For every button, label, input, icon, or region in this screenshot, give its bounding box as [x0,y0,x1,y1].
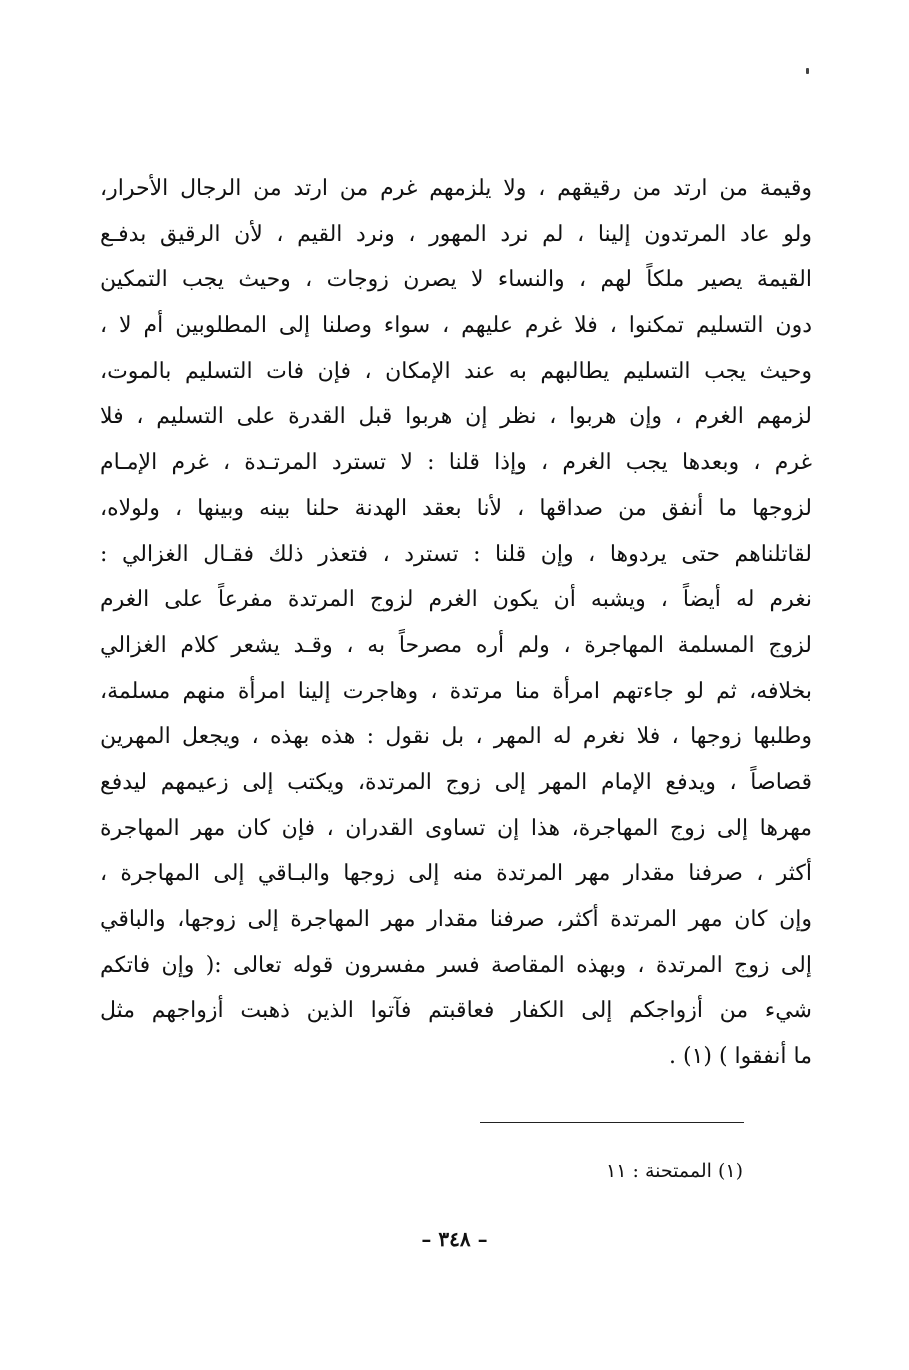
text-line: وحيث يجب التسليم يطالبهم به عند الإمكان ، فإن فات التسليم بالموت، [100,358,812,384]
text-line: مهرها إلى زوج المهاجرة، هذا إن تساوى القدران ، فإن كان مهر المهاجرة [100,815,812,841]
text-line: قصاصاً ، ويدفع الإمام المهر إلى زوج المرتدة، ويكتب إلى زعيمهم ليدفع [100,769,812,795]
text-line: نغرم له أيضاً ، ويشبه أن يكون الغرم لزوج المرتدة مفرعاً على الغرم [100,587,812,613]
page-number: – ٣٤٨ – [421,1227,488,1251]
text-line: لزوج المسلمة المهاجرة ، ولم أره مصرحاً به ، وقـد يشعر كلام الغزالي [100,632,812,658]
scan-speck [806,68,809,74]
text-line: دون التسليم تمكنوا ، فلا غرم عليهم ، سواء وصلنا إلى المطلوبين أم لا ، [100,313,812,339]
main-text-block [100,166,812,1080]
text-line: غرم ، وبعدها يجب الغرم ، وإذا قلنا : لا تسترد المرتـدة ، غرم الإمـام [100,450,812,476]
text-line: إلى زوج المرتدة ، وبهذه المقاصة فسر مفسرون قوله تعالى :( وإن فاتكم [100,952,812,978]
text-line: وقيمة من ارتد من رقيقهم ، ولا يلزمهم غرم من ارتد من الرجال الأحرار، [100,176,812,201]
text-line: وطلبها زوجها ، فلا نغرم له المهر ، بل نقول : هذه بهذه ، ويجعل المهرين [100,724,812,750]
text-line: شيء من أزواجكم إلى الكفار فعاقبتم فآتوا الذين ذهبت أزواجهم مثل [100,998,812,1024]
text-line: القيمة يصير ملكاً لهم ، والنساء لا يصرن زوجات ، وحيث يجب التمكين [100,267,812,293]
text-line: وإن كان مهر المرتدة أكثر، صرفنا مقدار مهر المهاجرة إلى زوجها، والباقي [100,907,812,932]
text-line: ولو عاد المرتدون إلينا ، لم نرد المهور ، ونرد القيم ، لأن الرقيق بدفـع [100,221,812,247]
footnote: (١) الممتحنة : ١١ [606,1160,743,1182]
text-line: بخلافه، ثم لو جاءتهم امرأة منا مرتدة ، وهاجرت إلينا امرأة منهم مسلمة، [100,678,812,704]
text-line: أكثر ، صرفنا مقدار مهر المرتدة منه إلى زوجها والبـاقي إلى المهاجرة ، [100,861,812,887]
text-line: لزمهم الغرم ، وإن هربوا ، نظر إن هربوا قبل القدرة على التسليم ، فلا [100,404,812,430]
footnote-separator [480,1122,744,1123]
text-line: لقاتلناهم حتى يردوها ، وإن قلنا : تسترد ، فتعذر ذلك فقـال الغزالي : [100,541,812,567]
text-line-last: ما أنفقوا ) (١) . [668,1044,812,1070]
text-line: لزوجها ما أنفق من صداقها ، لأنا بعقد الهدنة حلنا بينه وبينها ، ولولاه، [100,495,812,521]
